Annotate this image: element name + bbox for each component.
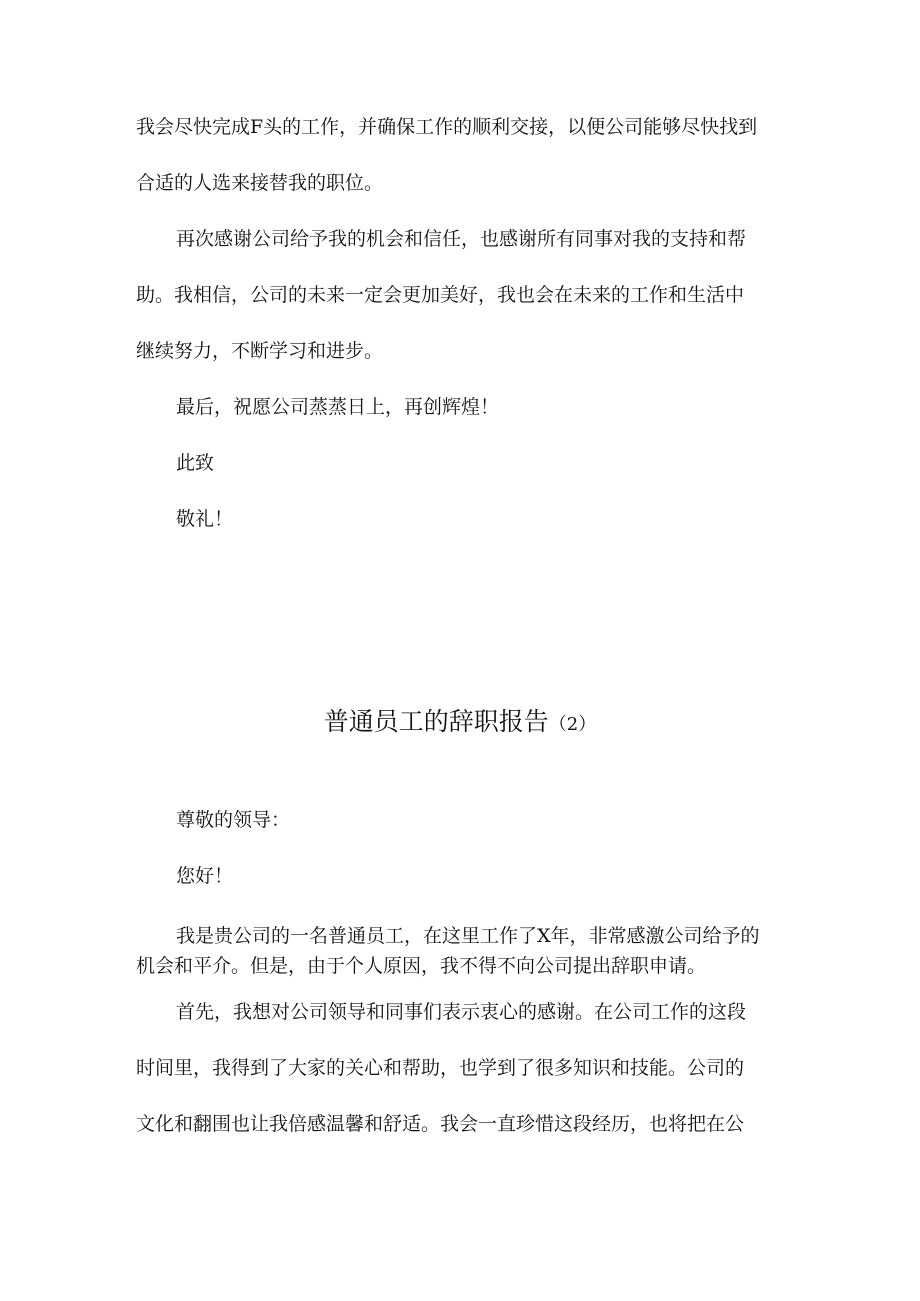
greeting-recipient: 尊敬的领导： xyxy=(176,809,291,831)
paragraph-line: 文化和翻围也让我倍感温馨和舒适。我会一直珍惜这段经历，也将把在公 xyxy=(136,1113,745,1135)
closing-wish: 最后，祝愿公司蒸蒸日上，再创辉煌！ xyxy=(176,396,500,418)
paragraph-line: 机会和平介。但是，由于个人原因，我不得不向公司提出辞职申请。 xyxy=(136,955,707,977)
title-text: 普通员工的辞职报告 xyxy=(323,707,549,736)
document-title xyxy=(0,706,920,741)
paragraph-line: 助。我相信，公司的未来一定会更加美好，我也会在未来的工作和生活中 xyxy=(136,284,745,306)
paragraph-line: 我是贵公司的一名普通员工，在这里工作了X年，非常感激公司给予的 xyxy=(176,925,760,947)
paragraph-line: 再次感谢公司给予我的机会和信任，也感谢所有同事对我的支持和帮 xyxy=(176,228,747,250)
paragraph-line: 我会尽快完成F头的工作，并确保工作的顺利交接，以便公司能够尽快找到 xyxy=(136,116,758,138)
closing-salutation: 此致 xyxy=(176,452,215,474)
paragraph-line: 首先，我想对公司领导和同事们表示衷心的感谢。在公司工作的这段 xyxy=(176,1001,747,1023)
paragraph-line: 继续努力，不断学习和进步。 xyxy=(136,340,384,362)
paragraph-line: 合适的人选来接替我的职位。 xyxy=(136,172,384,194)
title-number: （2） xyxy=(548,714,597,735)
paragraph-line: 时间里，我得到了大家的关心和帮助，也学到了很多知识和技能。公司的 xyxy=(136,1057,745,1079)
greeting-hello: 您好！ xyxy=(176,865,234,887)
closing-regards: 敬礼！ xyxy=(176,508,234,530)
